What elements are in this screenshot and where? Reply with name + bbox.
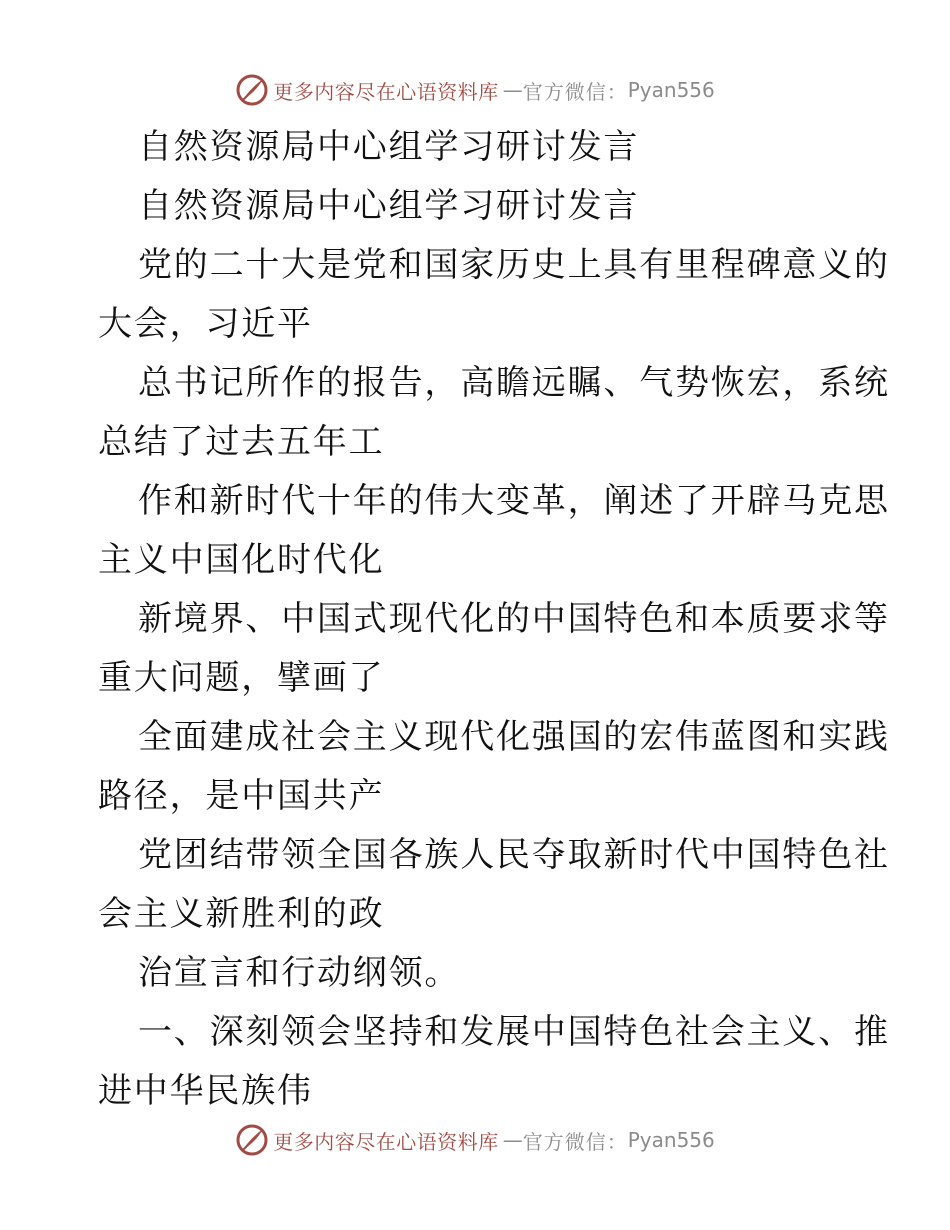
document-body (98, 118, 890, 1121)
paragraph-line: 主义中国化时代化 (98, 540, 385, 580)
wechat-id: Pyan556 (627, 1128, 715, 1152)
paragraph-line: 全面建成社会主义现代化强国的宏伟蓝图和实践 (138, 717, 890, 757)
section-heading-line: 进中华民族伟 (98, 1071, 313, 1111)
paragraph-line: 党的二十大是党和国家历史上具有里程碑意义的 (138, 245, 890, 285)
doc-subtitle: 自然资源局中心组学习研讨发言 (138, 186, 640, 226)
paragraph-line: 新境界、中国式现代化的中国特色和本质要求等 (138, 599, 890, 639)
paragraph-line: 总书记所作的报告，高瞻远瞩、气势恢宏，系统 (138, 363, 890, 403)
paragraph-line: 党团结带领全国各族人民夺取新时代中国特色社 (138, 835, 890, 875)
paragraph-line: 路径，是中国共产 (98, 776, 385, 816)
quill-circle-logo (235, 73, 269, 107)
wechat-label: 官方微信： (522, 79, 628, 104)
paragraph-line: 大会，习近平 (98, 304, 313, 344)
wechat-label: 官方微信： (522, 1129, 628, 1154)
doc-title: 自然资源局中心组学习研讨发言 (138, 127, 640, 167)
paragraph-line: 重大问题，擘画了 (98, 658, 385, 698)
header-banner (0, 70, 950, 110)
footer-banner (0, 1120, 950, 1160)
wechat-id: Pyan556 (627, 78, 715, 102)
section-heading-line: 一、深刻领会坚持和发展中国特色社会主义、推 (138, 1012, 890, 1052)
quill-circle-logo (235, 1123, 269, 1157)
paragraph-line: 作和新时代十年的伟大变革，阐述了开辟马克思 (138, 481, 890, 521)
promo-text: 更多内容尽在心语资料库 (273, 79, 499, 104)
paragraph-line: 会主义新胜利的政 (98, 894, 385, 934)
separator: — (502, 1128, 523, 1152)
paragraph-line: 治宣言和行动纲领。 (138, 953, 461, 993)
paragraph-line: 总结了过去五年工 (98, 422, 385, 462)
promo-text: 更多内容尽在心语资料库 (273, 1129, 499, 1154)
separator: — (502, 78, 523, 102)
